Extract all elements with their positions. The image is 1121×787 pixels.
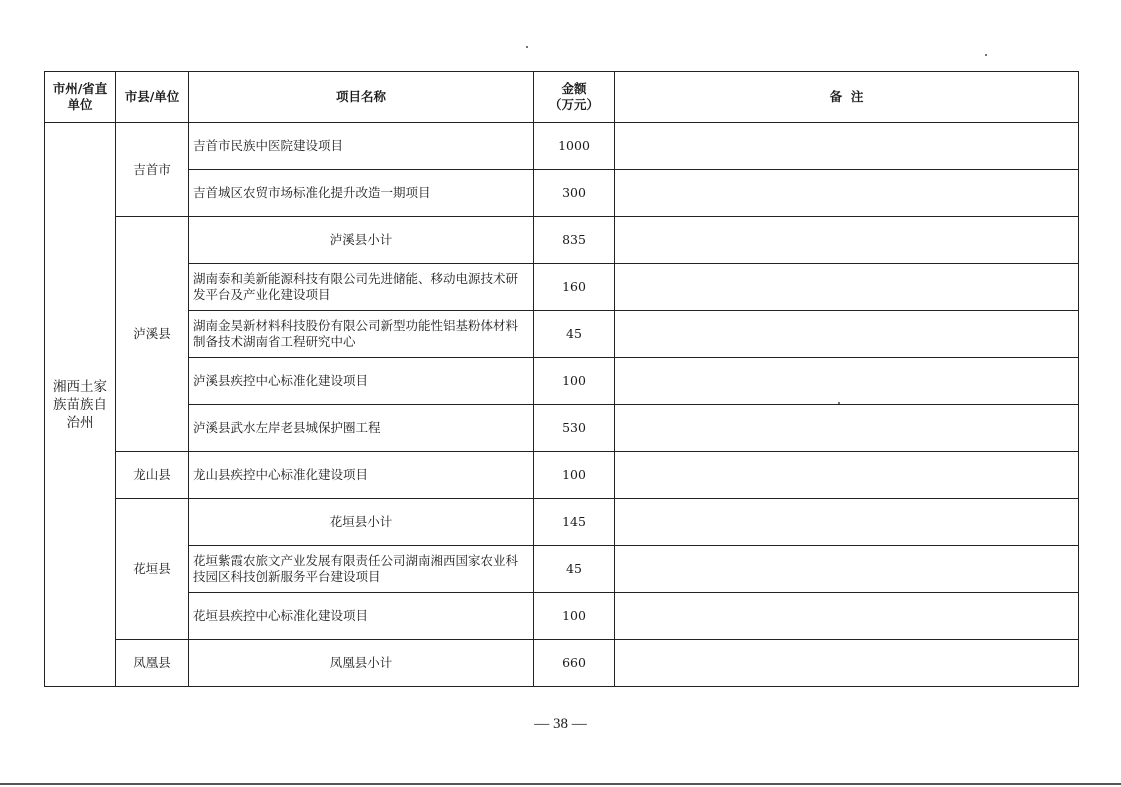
remark-cell bbox=[615, 311, 1079, 358]
project-name-cell: 花垣县疾控中心标准化建设项目 bbox=[189, 593, 534, 640]
project-name-cell: 泸溪县武水左岸老县城保护圈工程 bbox=[189, 405, 534, 452]
county-cell-fenghuang: 凤凰县 bbox=[116, 640, 189, 687]
county-cell-jishou: 吉首市 bbox=[116, 123, 189, 217]
scan-edge-line bbox=[0, 783, 1121, 785]
table-row bbox=[45, 311, 1079, 358]
subtotal-label-cell: 凤凰县小计 bbox=[189, 640, 534, 687]
page-number: — 38 — bbox=[534, 716, 587, 732]
project-name-cell: 湖南泰和美新能源科技有限公司先进储能、移动电源技术研发平台及产业化建设项目 bbox=[189, 264, 534, 311]
table-row bbox=[45, 358, 1079, 405]
remark-cell bbox=[615, 358, 1079, 405]
project-name-cell: 花垣紫霞农旅文产业发展有限责任公司湖南湘西国家农业科技园区科技创新服务平台建设项目 bbox=[189, 546, 534, 593]
subtotal-amount-cell: 145 bbox=[534, 499, 615, 546]
project-name-cell: 吉首城区农贸市场标准化提升改造一期项目 bbox=[189, 170, 534, 217]
table-row bbox=[45, 123, 1079, 170]
county-cell-luxi: 泸溪县 bbox=[116, 217, 189, 452]
amount-cell: 160 bbox=[534, 264, 615, 311]
table-row bbox=[45, 593, 1079, 640]
header-remark: 备 注 bbox=[615, 72, 1079, 123]
header-county: 市县/单位 bbox=[116, 72, 189, 123]
remark-cell bbox=[615, 499, 1079, 546]
remark-cell bbox=[615, 405, 1079, 452]
project-funding-table bbox=[44, 71, 1079, 687]
project-name-cell: 龙山县疾控中心标准化建设项目 bbox=[189, 452, 534, 499]
table-header-row bbox=[45, 72, 1079, 123]
scan-speck bbox=[985, 54, 987, 56]
prefecture-cell: 湘西土家 族苗族自 治州 bbox=[45, 123, 116, 687]
subtotal-amount-cell: 835 bbox=[534, 217, 615, 264]
table-row bbox=[45, 452, 1079, 499]
amount-cell: 1000 bbox=[534, 123, 615, 170]
amount-cell: 300 bbox=[534, 170, 615, 217]
table-row-subtotal bbox=[45, 499, 1079, 546]
table-row bbox=[45, 405, 1079, 452]
remark-cell bbox=[615, 170, 1079, 217]
table-row-subtotal bbox=[45, 640, 1079, 687]
table-row bbox=[45, 264, 1079, 311]
amount-cell: 100 bbox=[534, 358, 615, 405]
scan-speck bbox=[838, 402, 840, 404]
header-amount: 金额 （万元） bbox=[534, 72, 615, 123]
amount-cell: 530 bbox=[534, 405, 615, 452]
amount-cell: 100 bbox=[534, 593, 615, 640]
remark-cell bbox=[615, 593, 1079, 640]
remark-cell bbox=[615, 452, 1079, 499]
amount-cell: 100 bbox=[534, 452, 615, 499]
county-cell-longshan: 龙山县 bbox=[116, 452, 189, 499]
remark-cell bbox=[615, 123, 1079, 170]
table-row bbox=[45, 546, 1079, 593]
table-row-subtotal bbox=[45, 217, 1079, 264]
project-name-cell: 泸溪县疾控中心标准化建设项目 bbox=[189, 358, 534, 405]
subtotal-amount-cell: 660 bbox=[534, 640, 615, 687]
scan-speck bbox=[526, 46, 528, 48]
project-name-cell: 吉首市民族中医院建设项目 bbox=[189, 123, 534, 170]
remark-cell bbox=[615, 546, 1079, 593]
amount-cell: 45 bbox=[534, 546, 615, 593]
remark-cell bbox=[615, 217, 1079, 264]
header-region: 市州/省直 单位 bbox=[45, 72, 116, 123]
project-name-cell: 湖南金昊新材料科技股份有限公司新型功能性铝基粉体材料制备技术湖南省工程研究中心 bbox=[189, 311, 534, 358]
header-project-name: 项目名称 bbox=[189, 72, 534, 123]
subtotal-label-cell: 花垣县小计 bbox=[189, 499, 534, 546]
remark-cell bbox=[615, 640, 1079, 687]
table-row bbox=[45, 170, 1079, 217]
county-cell-huayuan: 花垣县 bbox=[116, 499, 189, 640]
amount-cell: 45 bbox=[534, 311, 615, 358]
subtotal-label-cell: 泸溪县小计 bbox=[189, 217, 534, 264]
remark-cell bbox=[615, 264, 1079, 311]
